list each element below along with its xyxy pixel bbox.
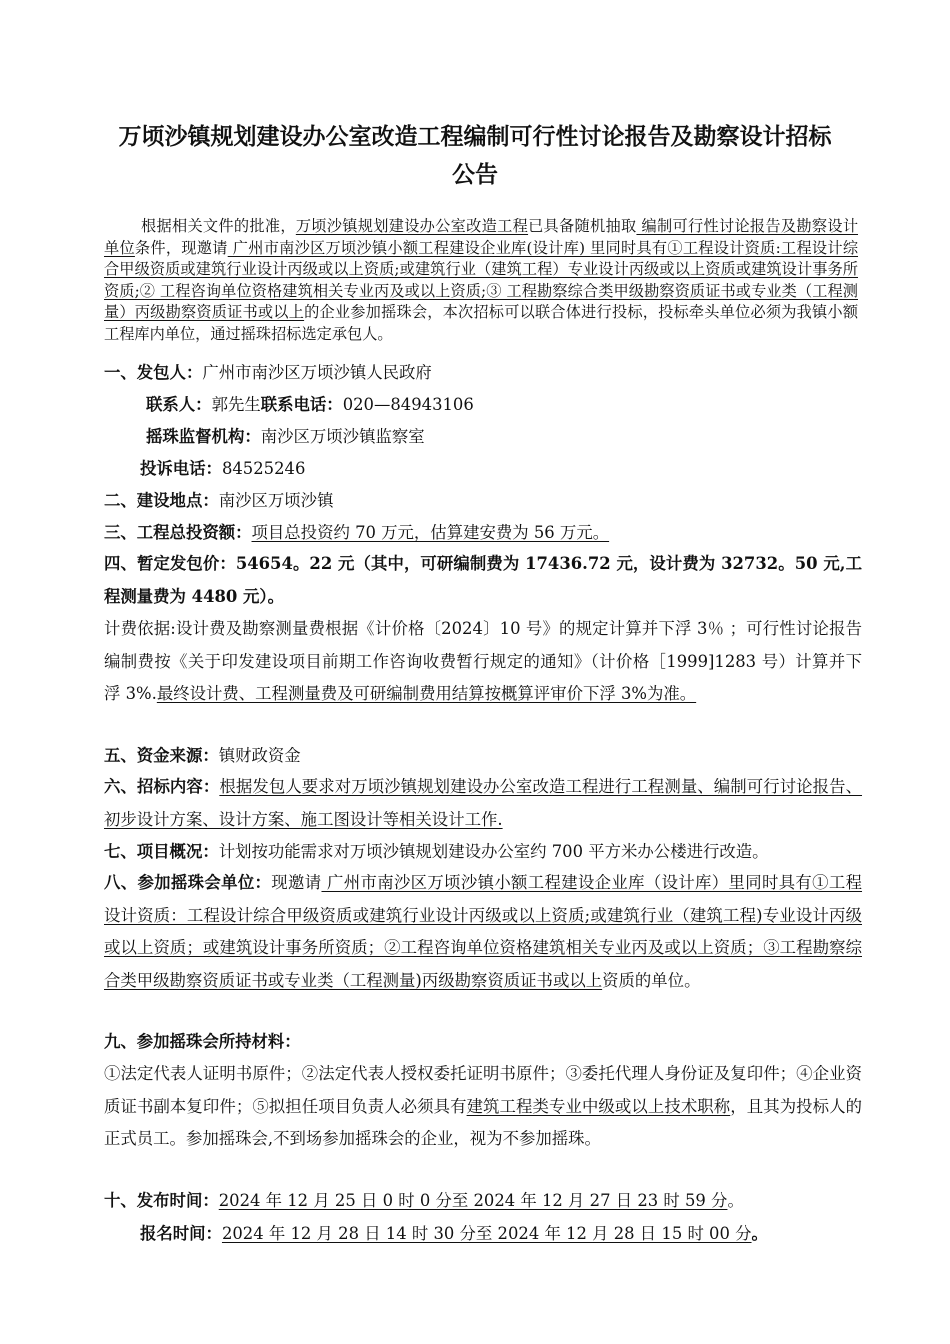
section-employer-label: 一、发包人： (104, 363, 203, 382)
fee-basis-text: 计费依据:设计费及勘察测量费根据《计价格〔2024〕10 号》的规定计算并下浮 3％ ；可行性讨论报告编制费按《关于印发建设项目前期工作咨询收费暂行规定的通知》（计价格［1999]1283 号）计算并下浮 3%. (104, 619, 862, 703)
section-employer (104, 358, 432, 388)
section-overview-value: 计划按功能需求对万顷沙镇规划建设办公室约 700 平方米办公楼进行改造。 (218, 842, 769, 861)
section-investment-label: 三、工程总投资额： (104, 523, 252, 542)
section-materials-heading (104, 1027, 301, 1057)
intro-paragraph (104, 216, 858, 346)
section-publish-time (104, 1186, 744, 1216)
contact-name: 郭先生 (211, 395, 261, 414)
intro-text-2: 已具备随机抽取 (528, 217, 637, 235)
section-participants-label: 八、参加摇珠会单位： (104, 873, 272, 892)
contact-phone: 020—84943106 (342, 395, 474, 414)
intro-text-3: 条件，现邀请 (134, 238, 228, 257)
section-location-value: 南沙区万顷沙镇 (218, 491, 334, 510)
signup-label: 报名时间： (140, 1224, 222, 1243)
intro-project-name: 万顷沙镇规划建设办公室改造工程 (295, 217, 529, 235)
signup-end: 。 (751, 1224, 768, 1243)
complaint-value: 84525246 (221, 459, 306, 478)
intro-qualification: 广州市南沙区万顷沙镇小额工程建设企业库(设计库) 里同时具有①工程设计资质:工程设计综合甲级资质或建筑行业设计丙级或以上资质;或建筑行业（建筑工程）专业设计丙级或以上资质或建筑设计事务所资质;② 工程咨询单位资格建筑相关专业丙及或以上资质;③ 工程勘察综合类甲级勘察资质证书或专业类（工程测量）丙级勘察资质证书或以上 (104, 238, 859, 322)
supervisor-line (146, 422, 425, 452)
complaint-line (140, 454, 305, 484)
section-publish-end: 。 (727, 1191, 744, 1210)
contact-label: 联系人： (146, 395, 212, 414)
section-materials-label: 九、参加摇珠会所持材料： (104, 1032, 301, 1051)
intro-work-scope: 编制可行性讨论报告及勘察设计单位 (104, 217, 859, 257)
section-participants (104, 867, 862, 997)
section-materials-text-1: ①法定代表人证明书原件；②法定代表人授权委托证明书原件；③委托代理人身份证及复印件；④企业资质证书副本复印件；⑤拟担任项目负责人必须具有 (104, 1064, 862, 1116)
document-title-line1: 万顷沙镇规划建设办公室改造工程编制可行性讨论报告及勘察设计招标 (118, 123, 832, 150)
contact-phone-label: 联系电话： (260, 395, 343, 414)
signup-value: 2024 年 12 月 28 日 14 时 30 分至 2024 年 12 月 28 日 15 时 00 分 (221, 1224, 752, 1243)
section-materials-text-2: ，且其为投标人的正式员工。参加摇珠会,不到场参加摇珠会的企业，视为不参加摇珠。 (104, 1096, 863, 1148)
section-overview (104, 837, 769, 867)
fee-basis-settlement: 最终设计费、工程测量费及可研编制费用结算按概算评审价下浮 3%为准。 (156, 684, 697, 703)
section-participants-qualification: 广州市南沙区万顷沙镇小额工程建设企业库（设计库）里同时具有①工程设计资质：工程设计综合甲级资质或建筑行业设计丙级或以上资质;或建筑行业（建筑工程)专业设计丙级或以上资质；或建筑设计事务所资质；②工程咨询单位资格建筑相关专业丙及或以上资质；③工程勘察综合类甲级勘察资质证书或专业类（工程测量)丙级勘察资质证书或以上 (104, 873, 863, 990)
section-content (104, 771, 862, 836)
section-overview-label: 七、项目概况： (104, 842, 219, 861)
section-investment-value: 项目总投资约 70 万元，估算建安费为 56 万元。 (251, 523, 610, 542)
supervisor-label: 摇珠监督机构： (146, 427, 261, 446)
intro-text-4: 的企业参加摇珠会，本次招标可以联合体进行投标，投标牵头单位必须为我镇小额工程库内单位，通过摇珠招标选定承包人。 (104, 303, 859, 343)
complaint-label: 投诉电话： (140, 459, 222, 478)
section-funding (104, 741, 301, 771)
section-price: 四、暂定发包价：54654。22 元（其中，可研编制费为 17436.72 元，设计费为 32732。50 元,工程测量费为 4480 元）。 (104, 554, 862, 606)
document-title-line2: 公告 (452, 161, 498, 188)
section-location-label: 二、建设地点： (104, 491, 219, 510)
section-location (104, 486, 333, 516)
section-materials-body (104, 1058, 862, 1156)
intro-text-1: 根据相关文件的批准， (141, 217, 296, 235)
contact-line (146, 390, 474, 420)
section-publish-value: 2024 年 12 月 25 日 0 时 0 分至 2024 年 12 月 27 日 23 时 59 分 (218, 1191, 728, 1210)
section-materials-title-req: 建筑工程类专业中级或以上技术职称 (466, 1096, 731, 1116)
section-funding-label: 五、资金来源： (104, 746, 219, 765)
supervisor-value: 南沙区万顷沙镇监察室 (260, 427, 425, 446)
section-funding-value: 镇财政资金 (218, 746, 301, 765)
section-content-label: 六、招标内容： (104, 777, 220, 796)
section-publish-label: 十、发布时间： (104, 1191, 219, 1210)
fee-basis (104, 613, 862, 711)
section-participants-text-1: 现邀请 (271, 873, 322, 892)
section-content-value: 根据发包人要求对万顷沙镇规划建设办公室改造工程进行工程测量、编制可行讨论报告、初步设计方案、设计方案、施工图设计等相关设计工作. (104, 777, 863, 829)
section-employer-value: 广州市南沙区万顷沙镇人民政府 (202, 363, 432, 382)
section-participants-text-2: 资质的单位。 (602, 970, 701, 990)
section-investment (104, 518, 609, 548)
signup-time (140, 1219, 768, 1249)
